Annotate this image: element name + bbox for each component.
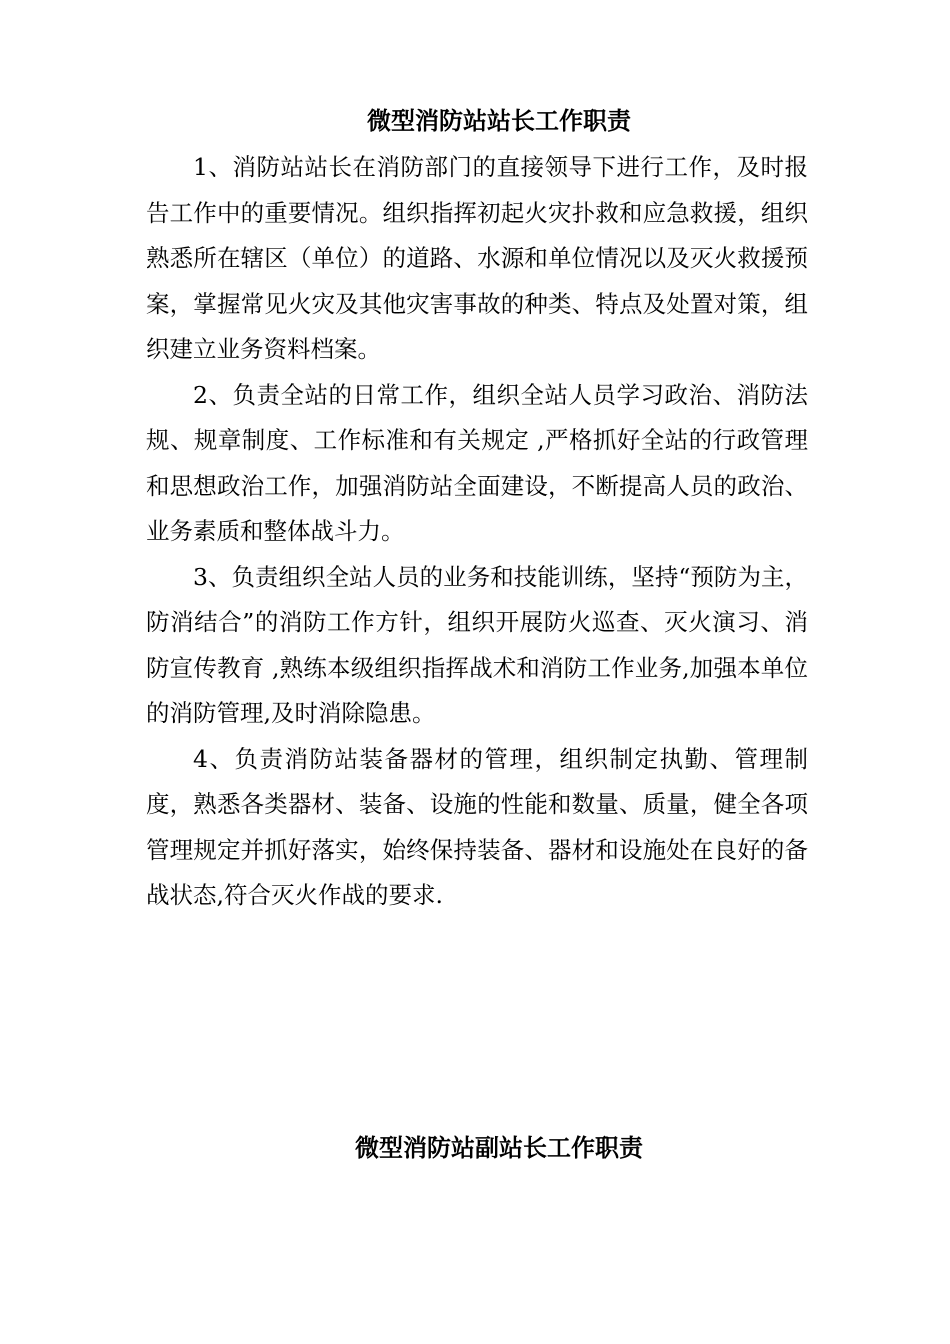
paragraph-duty-1: 1、消防站站长在消防部门的直接领导下进行工作，及时报告工作中的重要情况。组织指挥初起火灾扑救和应急救援，组织熟悉所在辖区（单位）的道路、水源和单位情况以及灭火救援预案，掌握常见火灾及其他灾害事故的种类、特点及处置对策，组织建立业务资料档案。 xyxy=(146,153,808,363)
section-title-station-chief: 微型消防站站长工作职责 xyxy=(367,107,631,135)
paragraph-duty-2: 2、负责全站的日常工作，组织全站人员学习政治、消防法规、规章制度、工作标准和有关规定 ,严格抓好全站的行政管理和思想政治工作，加强消防站全面建设，不断提高人员的政治、业务素质和整体战斗力。 xyxy=(146,380,808,545)
paragraph-duty-3: 3、负责组织全站人员的业务和技能训练，坚持“预防为主，防消结合”的消防工作方针，组织开展防火巡查、灭火演习、消防宣传教育 ,熟练本级组织指挥战术和消防工作业务,加强本单位的消防管理,及时消除隐患。 xyxy=(146,562,808,727)
paragraph-duty-4: 4、负责消防站装备器材的管理，组织制定执勤、管理制度，熟悉各类器材、装备、设施的性能和数量、质量，健全各项管理规定并抓好落实，始终保持装备、器材和设施处在良好的备战状态,符合灭火作战的要求. xyxy=(146,744,808,909)
section-body-station-chief xyxy=(146,145,808,919)
section-title-deputy-chief: 微型消防站副站长工作职责 xyxy=(355,1134,643,1162)
